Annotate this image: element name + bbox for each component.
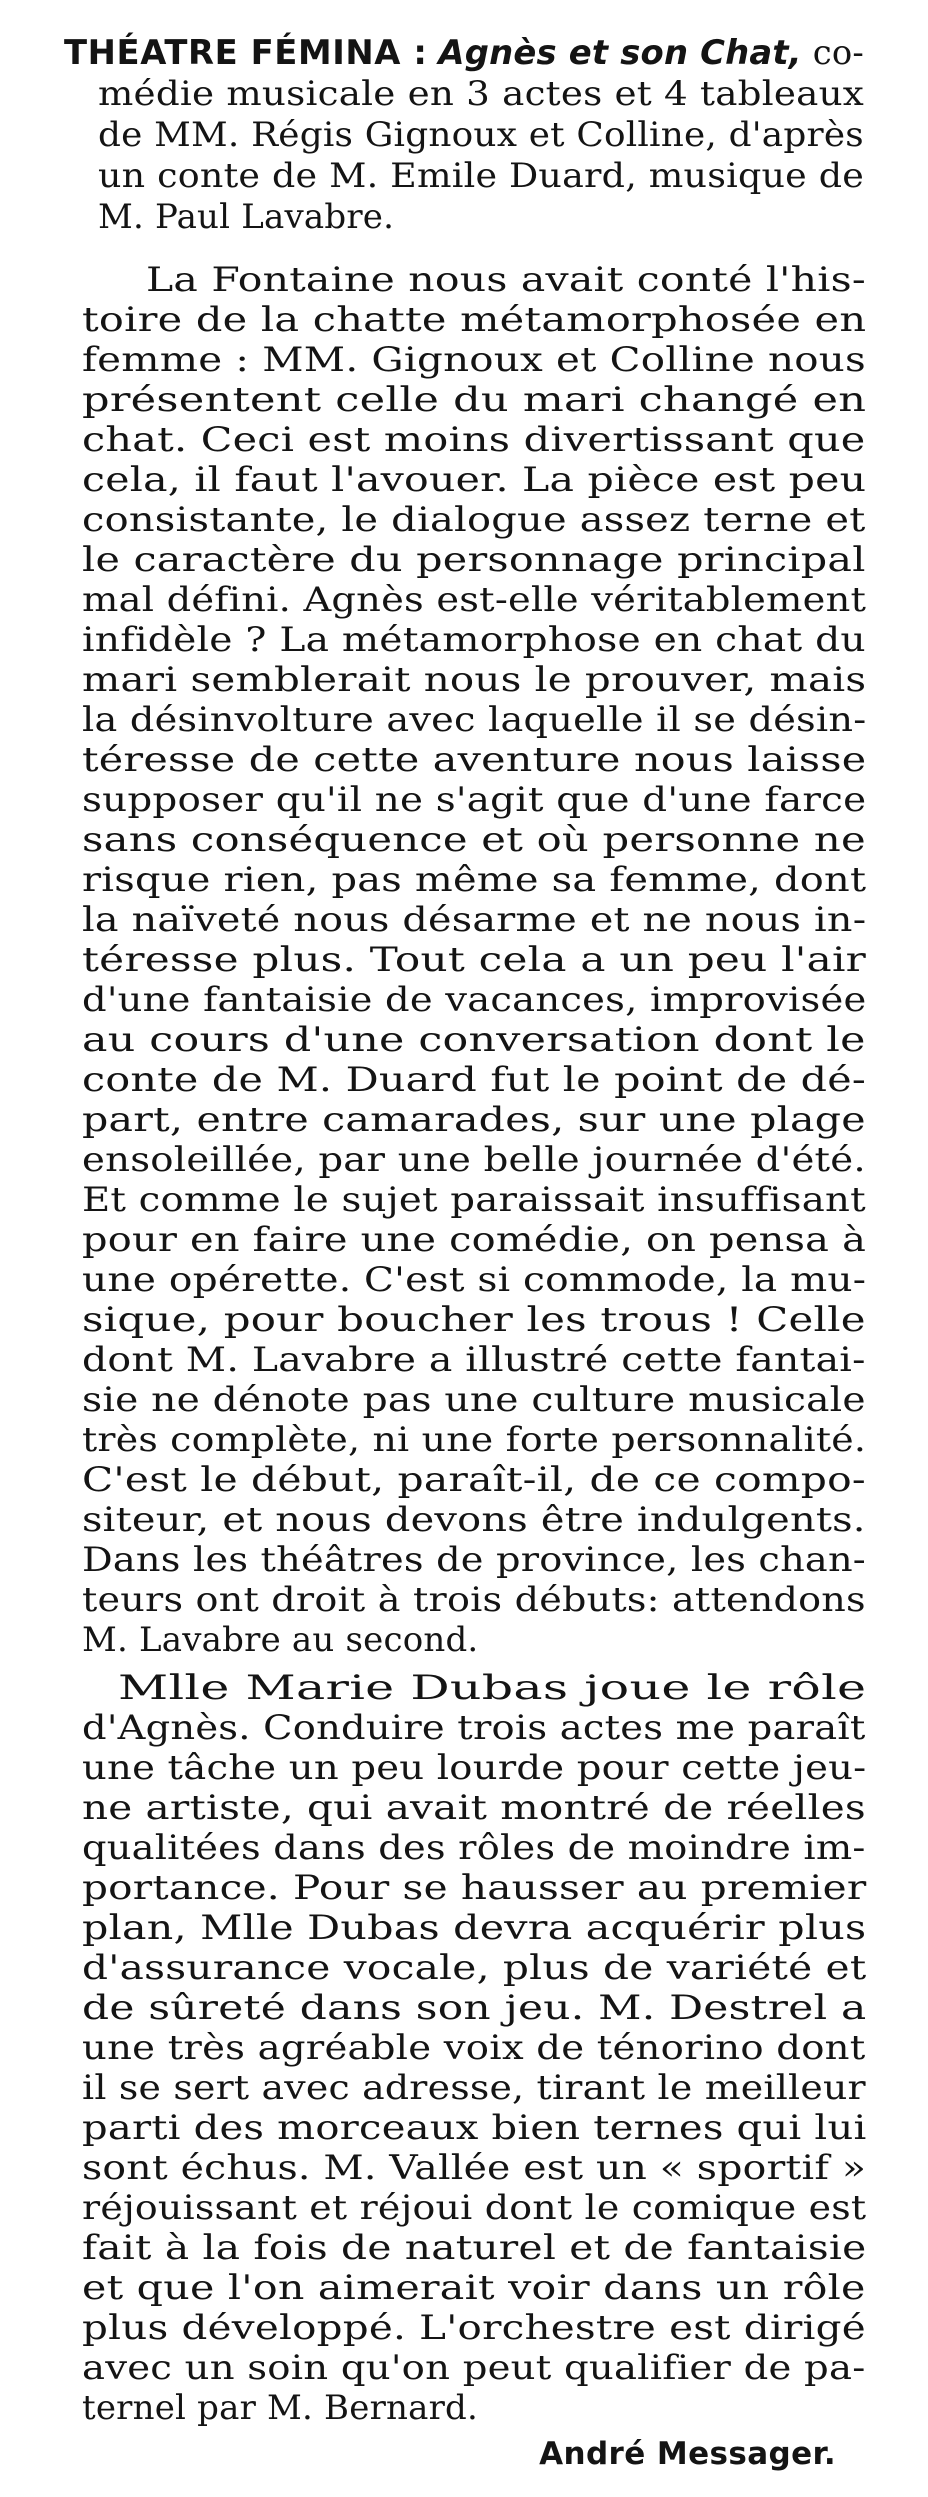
body-line: Mlle Marie Dubas joue le rôle: [118, 1668, 867, 1708]
header-line: de MM. Régis Gignoux et Colline, d'après: [98, 115, 864, 155]
body-line: sans conséquence et où personne ne: [82, 820, 866, 860]
body-line: Et comme le sujet paraissait insuffisant: [82, 1180, 866, 1220]
body-line: fait à la fois de naturel et de fantaisie: [82, 2228, 867, 2268]
body-line: d'une fantaisie de vacances, improvisée: [82, 980, 867, 1020]
body-line: teurs ont droit à trois débuts: attendons: [82, 1580, 866, 1620]
body-line: M. Lavabre au second.: [82, 1620, 479, 1660]
body-line: plan, Mlle Dubas devra acquérir plus: [82, 1908, 867, 1948]
body-line: téresse de cette aventure nous laisse: [82, 740, 867, 780]
body-line: avec un soin qu'on peut qualifier de pa-: [82, 2348, 866, 2388]
body-line: mari semblerait nous le prouver, mais: [82, 660, 867, 700]
body-line: dont M. Lavabre a illustré cette fantai-: [82, 1340, 866, 1380]
body-line: ensoleillée, par une belle journée d'été.: [82, 1140, 866, 1180]
body-line: sie ne dénote pas une culture musicale: [82, 1380, 866, 1420]
author-signature: André Messager.: [539, 2436, 836, 2472]
body-line: parti des morceaux bien ternes qui lui: [82, 2108, 867, 2148]
body-line: une tâche un peu lourde pour cette jeu-: [82, 1748, 867, 1788]
body-line: une opérette. C'est si commode, la mu-: [82, 1260, 867, 1300]
body-line: supposer qu'il ne s'agit que d'une farce: [82, 780, 867, 820]
body-line: au cours d'une conversation dont le: [82, 1020, 866, 1060]
body-line: d'assurance vocale, plus de variété et: [82, 1948, 867, 1988]
body-line: sont échus. M. Vallée est un « sportif »: [82, 2148, 867, 2188]
body-line: La Fontaine nous avait conté l'his-: [146, 260, 866, 300]
header-line: médie musicale en 3 actes et 4 tableaux: [98, 74, 865, 114]
body-line: très complète, ni une forte personnalité.: [82, 1420, 867, 1460]
body-line: consistante, le dialogue assez terne et: [82, 500, 866, 540]
body-line: portance. Pour se hausser au premier: [82, 1868, 867, 1908]
body-line: présentent celle du mari changé en: [82, 380, 867, 420]
body-line: d'Agnès. Conduire trois actes me paraît: [82, 1708, 866, 1748]
body-line: siteur, et nous devons être indulgents.: [82, 1500, 866, 1540]
venue-name: THÉATRE FÉMINA :: [64, 33, 428, 73]
body-line: risque rien, pas même sa femme, dont: [82, 860, 867, 900]
body-line: chat. Ceci est moins divertissant que: [82, 420, 866, 460]
body-line: de sûreté dans son jeu. M. Destrel a: [82, 1988, 867, 2028]
body-line: le caractère du personnage principal: [82, 540, 866, 580]
body-line: Dans les théâtres de province, les chan-: [82, 1540, 866, 1580]
body-line: part, entre camarades, sur une plage: [82, 1100, 866, 1140]
heading-continuation: co-: [801, 33, 865, 73]
body-line: toire de la chatte métamorphosée en: [82, 300, 867, 340]
body-line: une très agréable voix de ténorino dont: [82, 2028, 866, 2068]
body-line: infidèle ? La métamorphose en chat du: [82, 620, 866, 660]
body-line: cela, il faut l'avouer. La pièce est peu: [82, 460, 867, 500]
body-line: il se sert avec adresse, tirant le meilleur: [82, 2068, 866, 2108]
body-line: femme : MM. Gignoux et Colline nous: [82, 340, 866, 380]
body-line: la naïveté nous désarme et ne nous in-: [82, 900, 867, 940]
body-line: plus développé. L'orchestre est dirigé: [82, 2308, 866, 2348]
body-line: pour en faire une comédie, on pensa à: [82, 1220, 867, 1260]
body-line: qualitées dans des rôles de moindre im-: [82, 1828, 866, 1868]
body-line: sique, pour boucher les trous ! Celle: [82, 1300, 866, 1340]
body-line: conte de M. Duard fut le point de dé-: [82, 1060, 867, 1100]
body-line: mal défini. Agnès est-elle véritablement: [82, 580, 867, 620]
body-line: ternel par M. Bernard.: [82, 2388, 479, 2428]
body-line: et que l'on aimerait voir dans un rôle: [82, 2268, 866, 2308]
body-line: téresse plus. Tout cela a un peu l'air: [82, 940, 867, 980]
body-line: ne artiste, qui avait montré de réelles: [82, 1788, 866, 1828]
header-line: M. Paul Lavabre.: [98, 197, 395, 237]
body-line: réjouissant et réjoui dont le comique est: [82, 2188, 867, 2228]
heading-line: [64, 30, 864, 76]
body-line: C'est le début, paraît-il, de ce compo-: [82, 1460, 866, 1500]
body-line: la désinvolture avec laquelle il se désin-: [82, 700, 867, 740]
header-line: un conte de M. Emile Duard, musique de: [98, 156, 865, 196]
play-title: Agnès et son Chat,: [438, 33, 802, 73]
